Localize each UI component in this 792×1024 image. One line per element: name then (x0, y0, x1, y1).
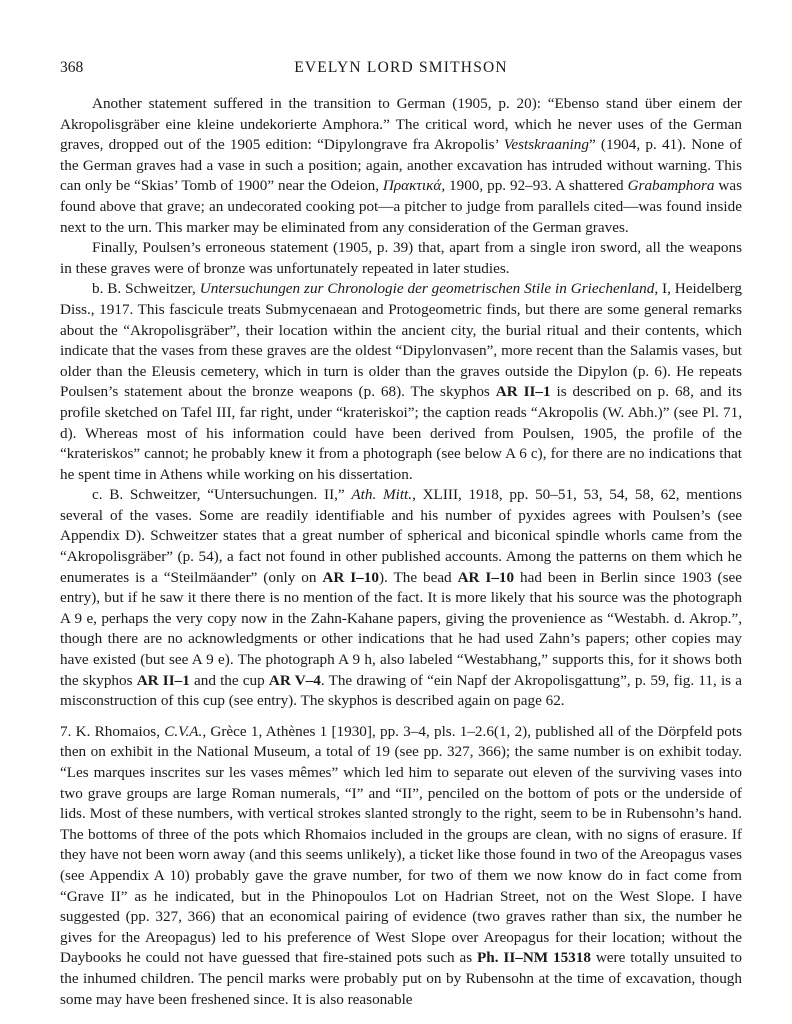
text-span: , XLIII, 1918, pp. 50–51, 53, 54, 58, 62, mentions several of the vases. Some are readily identifiable and his number of pyxides agrees with Poulsen’s (see Appendix D). Schweitzer states that a great number of spherical and biconical spindle whorls came from the “Akropolisgräber” (p. 54), a fact not found in other published accounts. Among the patterns on them which he enumerates is a “Steilmäander” (only on (60, 486, 742, 586)
text-span: , I, Heidelberg Diss., 1917. This fascicule treats Submycenaean and Protogeometric finds, but there are some general remarks about the “Akropolisgräber”, their location within the ancient city, the burial ritual and their contents, which indicate that the vases from these graves are the oldest “Dipylonvasen”, more recent than the Salamis vases, but older than the Eleusis cemetery, which in turn is older than the graves outside the Dipylon (p. 6). He repeats Poulsen’s statement about the bronze weapons (p. 68). The skyphos (60, 280, 742, 401)
text-span: had been in Berlin since 1903 (see entry), but if he saw it there there is no mention of the fact. It is more likely that his source was the photograph A 9 e, perhaps the very copy now in the Zahn-Kahane papers, giving the provenience as “Westabh. d. Akrop.”, though there are no acknowledgments or other indications that he had used Zahn’s papers; other copies may have existed (but see A 9 e). The photograph A 9 h, also labeled “Westabhang,” supports this, for it shows both the skyphos (60, 568, 742, 689)
text-span: c. B. Schweitzer, “Untersuchungen. II,” (92, 486, 352, 504)
text-span: was found above that grave; an undecorated cooking pot—a pitcher to judge from parallels cited—was found inside next to the urn. This marker may be eliminated from any consideration of the German graves. (60, 177, 743, 236)
italic-title: Untersuchungen zur Chronologie der geometrischen Stile in Griechenland (199, 280, 655, 298)
text-span: , Grèce 1, Athènes 1 [1930], pp. 3–4, pls. 1–2.6(1, 2), published all of the Dörpfeld pots then on exhibit in the National Museum, a total of 19 (see pp. 327, 366); the same number is on exhibit today. “Les marques inscrites sur les vases mêmes” which led him to separate out eleven of the surviving vases into two grave groups are large Roman numerals, “I” and “II”, penciled on the bottom of pots or the underside of lids. Most of these numbers, with vertical strokes slanted strongly to the right, seem to be in Rubensohn’s hand. The bottoms of three of the pots which Rhomaios included in the groups are clean, with no signs of erasure. If they have not been worn away (and this seems unlikely), a ticket like those found in two of the Areopagus vases (see Appendix A 10) probably gave the grave number, for two of them we now know do in fact come from “Grave II” as he indicated, but in the Phinopoulos Lot on Hadrian Street, not on the West Slope. I have suggested (pp. 327, 366) that an economical pairing of evidence (two graves rather than six, the number he gives for the Areopagus) led to his preference of West Slope over Areopagus for their location; without the Daybooks he could not have guessed that fire-stained pots such as (60, 722, 742, 967)
running-head: EVELYN LORD SMITHSON (294, 59, 508, 76)
text-span: ” (1904, p. 41). None of the German graves had a vase in such a position; again, another excavation has intruded without warning. This can only be “Skias’ Tomb of 1900” near the Odeion, (60, 136, 742, 195)
text-span: and the cup (189, 671, 269, 689)
catalog-ref: Ph. II–NM 15318 (477, 949, 591, 967)
text-span: Finally, Poulsen’s erroneous statement (1905, p. 39) that, apart from a single iron sword, all the weapons in these graves were of bronze was unfortunately repeated in later studies. (60, 239, 742, 277)
text-span: b. B. Schweitzer, (92, 280, 200, 298)
paragraph (60, 485, 742, 712)
text-span: Another statement suffered in the transition to German (1905, p. 20): “Ebenso stand über einem der Akropolisgräber eine kleine undekorierte Amphora.” The critical word, which he never uses of the German graves, dropped out of the 1905 edition: “Dipylongrave fra Akropolis’ (60, 95, 742, 154)
text-span: . The drawing of “ein Napf der Akropolisgattung”, p. 59, fig. 11, is a misconstruction of this cup (see entry). The skyphos is described again on page 62. (60, 671, 742, 710)
text-span: is described on p. 68, and its profile sketched on Tafel III, far right, under “krateriskoi”; the caption reads “Akropolis (W. Abh.)” (see Pl. 71, d). Whereas most of his information could have been derived from Poulsen, 1905, the profile of the “krateriskos” cannot; he probably knew it from a photograph (see below A 6 c), for there are no indications that he spent time in Athens while working on his dissertation. (60, 383, 742, 483)
text-span: 1900, pp. 92–93. A shattered (445, 177, 628, 195)
italic-title: C.V.A. (164, 722, 203, 740)
paragraph (60, 279, 742, 485)
catalog-ref: AR I–10 (322, 568, 379, 586)
text-span: 7. K. Rhomaios, (60, 722, 165, 740)
italic-title: Ath. Mitt. (351, 486, 413, 504)
section-paragraph (60, 722, 742, 1010)
page-header (60, 58, 742, 80)
paragraph (60, 238, 742, 279)
text-span: were totally unsuited to the inhumed children. The pencil marks were probably put on by Rubensohn at the time of excavation, though some may have been freshened since. It is also reasonable (60, 949, 743, 1008)
page-number: 368 (60, 59, 84, 76)
body-text (60, 94, 742, 1010)
italic-term: Grabamphora (627, 177, 715, 195)
catalog-ref: AR II–1 (136, 671, 190, 689)
catalog-ref: AR I–10 (457, 568, 515, 586)
italic-term: Vestskraaning (503, 136, 589, 154)
paragraph (60, 94, 742, 238)
catalog-ref: AR V–4 (268, 671, 321, 689)
catalog-ref: AR II–1 (495, 383, 551, 401)
text-span: ). The bead (378, 568, 458, 586)
greek-term: Πρακτικά, (382, 177, 446, 195)
